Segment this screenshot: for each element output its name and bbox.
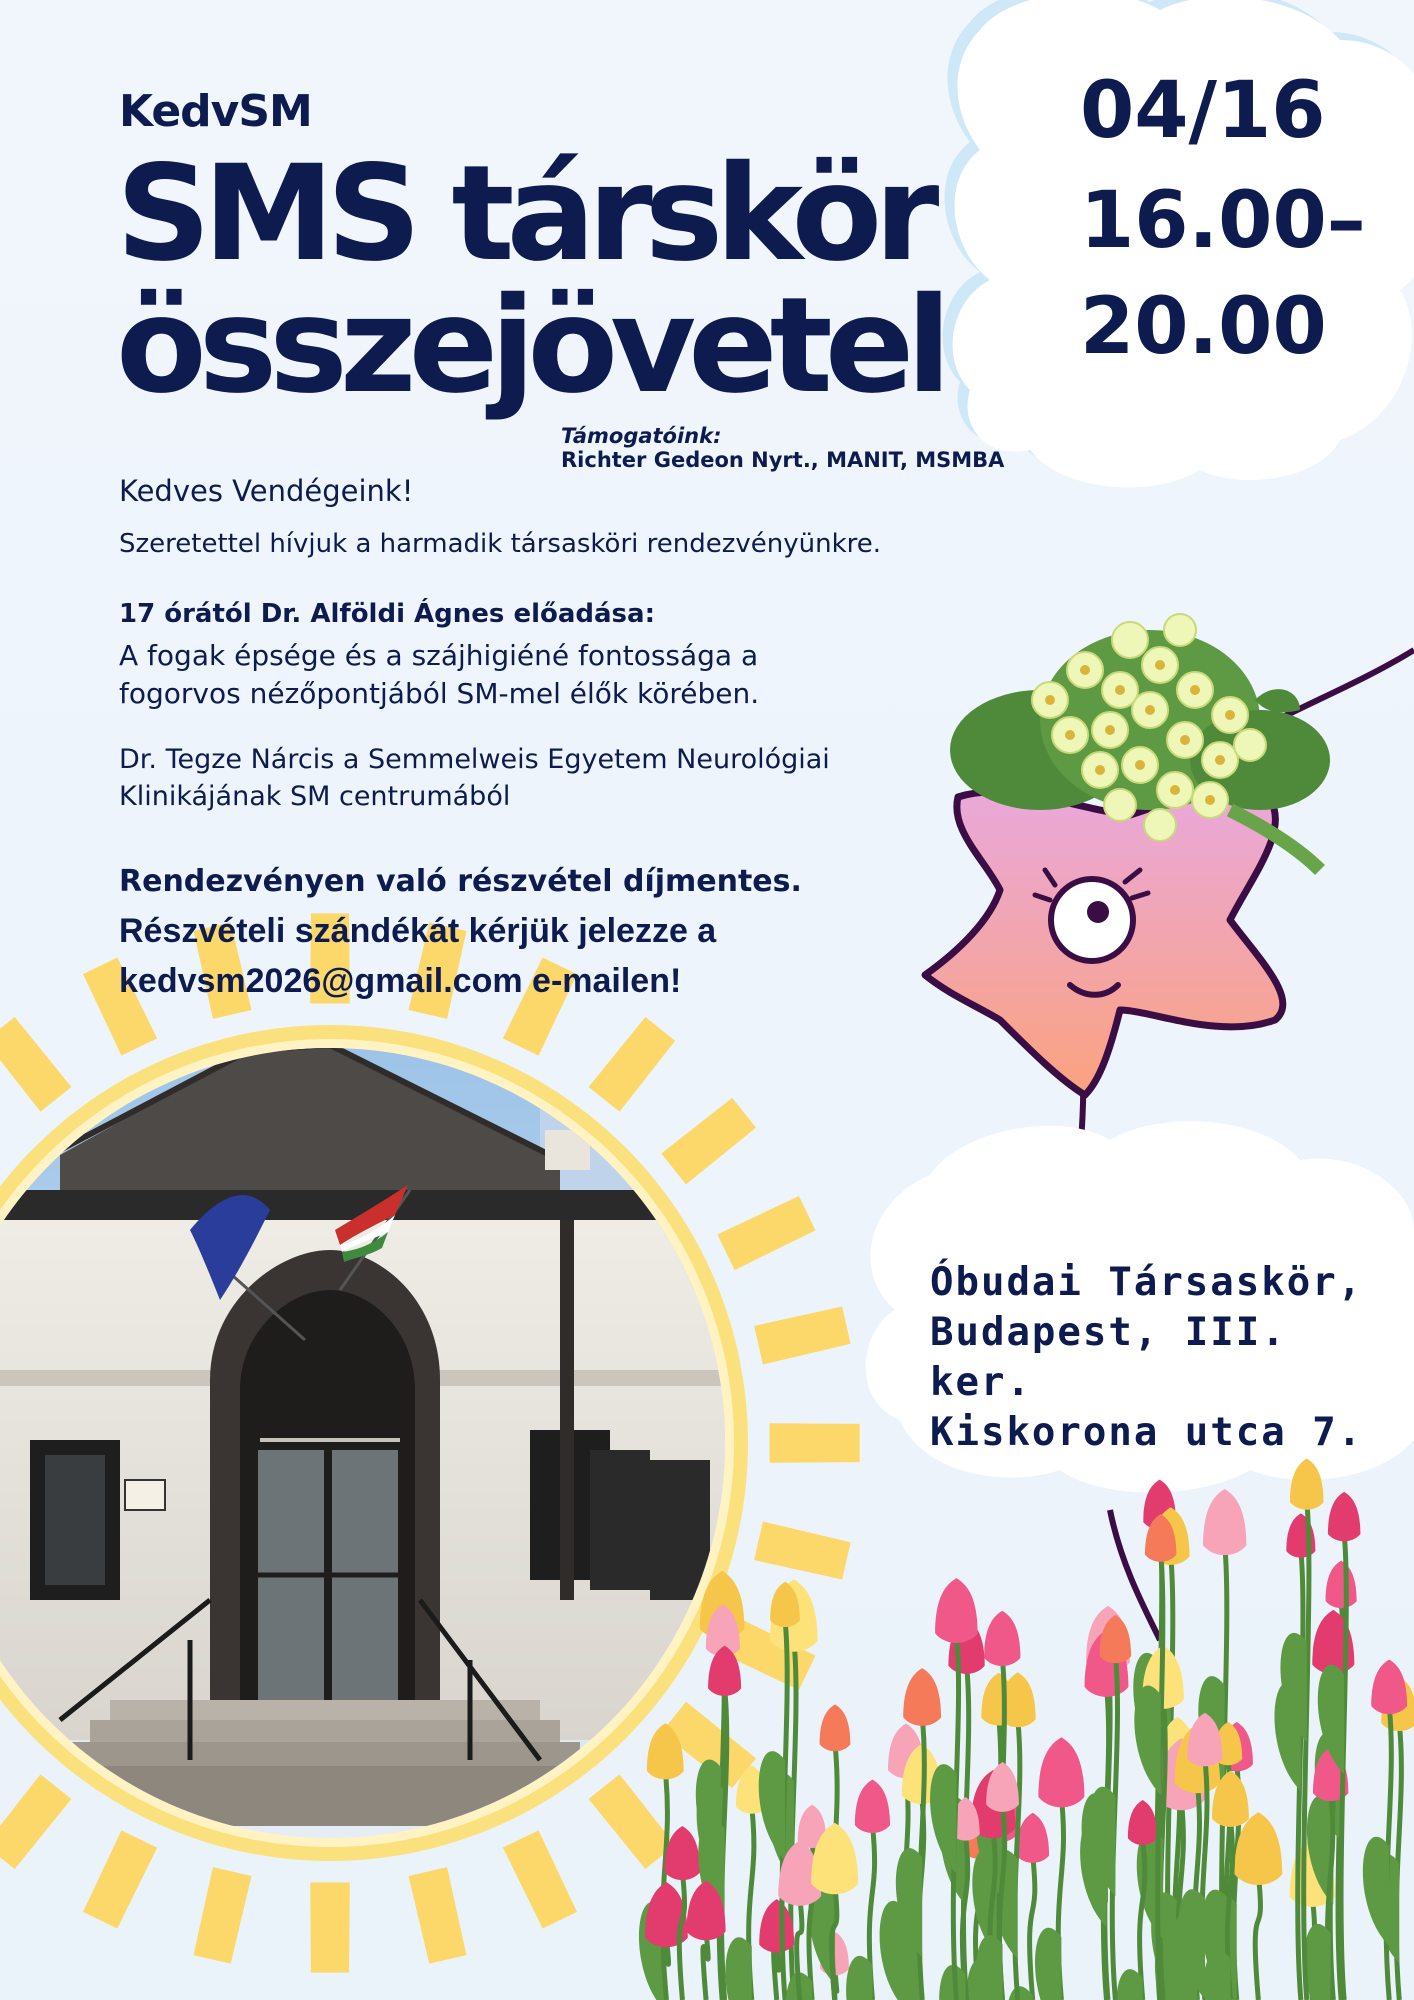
sun-ray <box>409 1867 467 1963</box>
sun-ray <box>754 1307 850 1365</box>
rsvp-line1: Részvételi szándékát kérjük jelezze a <box>119 912 717 950</box>
sun-ray <box>661 1098 756 1185</box>
brand-name: KedvSM <box>119 86 312 137</box>
tulip-head <box>1371 1660 1407 1715</box>
event-date: 04/16 <box>1080 66 1326 156</box>
page-title-line2: összejövetel <box>116 269 944 423</box>
talk-description <box>119 637 799 713</box>
sun-ray <box>589 1017 676 1112</box>
tulip-stem <box>1255 1874 1260 2000</box>
event-time-end: 20.00 <box>1080 282 1327 372</box>
speaker-info <box>119 741 899 815</box>
mascot-icon <box>925 787 1283 1095</box>
tulip-head <box>1328 1492 1360 1542</box>
sun-ray <box>310 1883 350 1973</box>
tulip-head <box>1326 1561 1357 1608</box>
sun-ray <box>770 1423 860 1463</box>
tulip-head <box>820 1704 851 1751</box>
tulip-head <box>986 1762 1019 1812</box>
tulip-leaf <box>846 1956 872 2000</box>
sun-ray <box>717 1196 815 1270</box>
tulip-leaf <box>759 1751 785 1860</box>
rsvp-line2: kedvsm2026@gmail.com e-mailen! <box>119 962 682 1000</box>
tulip-stem <box>774 1945 779 2000</box>
tulip-head <box>1128 1800 1158 1845</box>
sun-ray <box>0 1017 71 1112</box>
venue-line3: Kiskorona utca 7. <box>930 1410 1364 1455</box>
tulip-leaf <box>1134 1685 1160 1794</box>
sun-ray <box>503 1830 577 1928</box>
talk-heading: 17 órától Dr. Alföldi Ágnes előadása: <box>119 599 655 629</box>
free-notice: Rendezvényen való részvétel díjmentes. <box>119 864 802 899</box>
tulip-leaf <box>725 1937 751 2000</box>
tulip-head <box>1203 1489 1246 1555</box>
sponsors-list: Richter Gedeon Nyrt., MANIT, MSMBA <box>561 448 1005 472</box>
venue-address <box>930 1258 1400 1458</box>
sun-ray <box>83 1830 157 1928</box>
sponsors-label: Támogatóink: <box>561 424 722 448</box>
sun-ray <box>754 1522 850 1580</box>
sun-ray <box>0 1774 71 1869</box>
speaker-line2: Klinikájának SM centrumából <box>119 781 511 812</box>
venue-line1: Óbudai Társaskör, <box>930 1260 1364 1305</box>
tulip-stem <box>1030 1856 1035 2000</box>
tulip-leaf <box>1035 1928 1061 2000</box>
invitation-text: Szeretettel hívjuk a harmadik társasköri rendezvényünkre. <box>119 529 882 559</box>
tulip-head <box>935 1578 978 1643</box>
greeting: Kedves Vendégeink! <box>119 474 414 508</box>
talk-line2: fogorvos nézőpontjából SM-mel élők körében. <box>119 677 760 710</box>
tulip-stem <box>703 1931 708 2000</box>
tulip-head <box>984 1611 1020 1666</box>
tulip-head <box>855 1779 890 1833</box>
tulip-icon <box>639 1459 1414 2000</box>
tulip-leaf <box>976 1935 1002 2000</box>
tulip-head <box>903 1668 941 1726</box>
page-title-line1: SMS társkör <box>116 137 932 291</box>
tulip-head <box>665 1826 701 1880</box>
tulip-head <box>1038 1737 1084 1807</box>
tulip-leaf <box>1363 1837 1389 1946</box>
talk-line1: A fogak épsége és a szájhigiéné fontossága a <box>119 639 759 672</box>
tulip-head <box>1016 1813 1049 1863</box>
sun-ray <box>194 1867 252 1963</box>
event-time-start: 16.00– <box>1080 176 1366 266</box>
rsvp-notice <box>119 906 819 1006</box>
speaker-line1: Dr. Tegze Nárcis a Semmelweis Egyetem Neurológiai <box>119 744 830 775</box>
venue-line2: Budapest, III. ker. <box>930 1310 1287 1405</box>
sun-ray <box>589 1774 676 1869</box>
